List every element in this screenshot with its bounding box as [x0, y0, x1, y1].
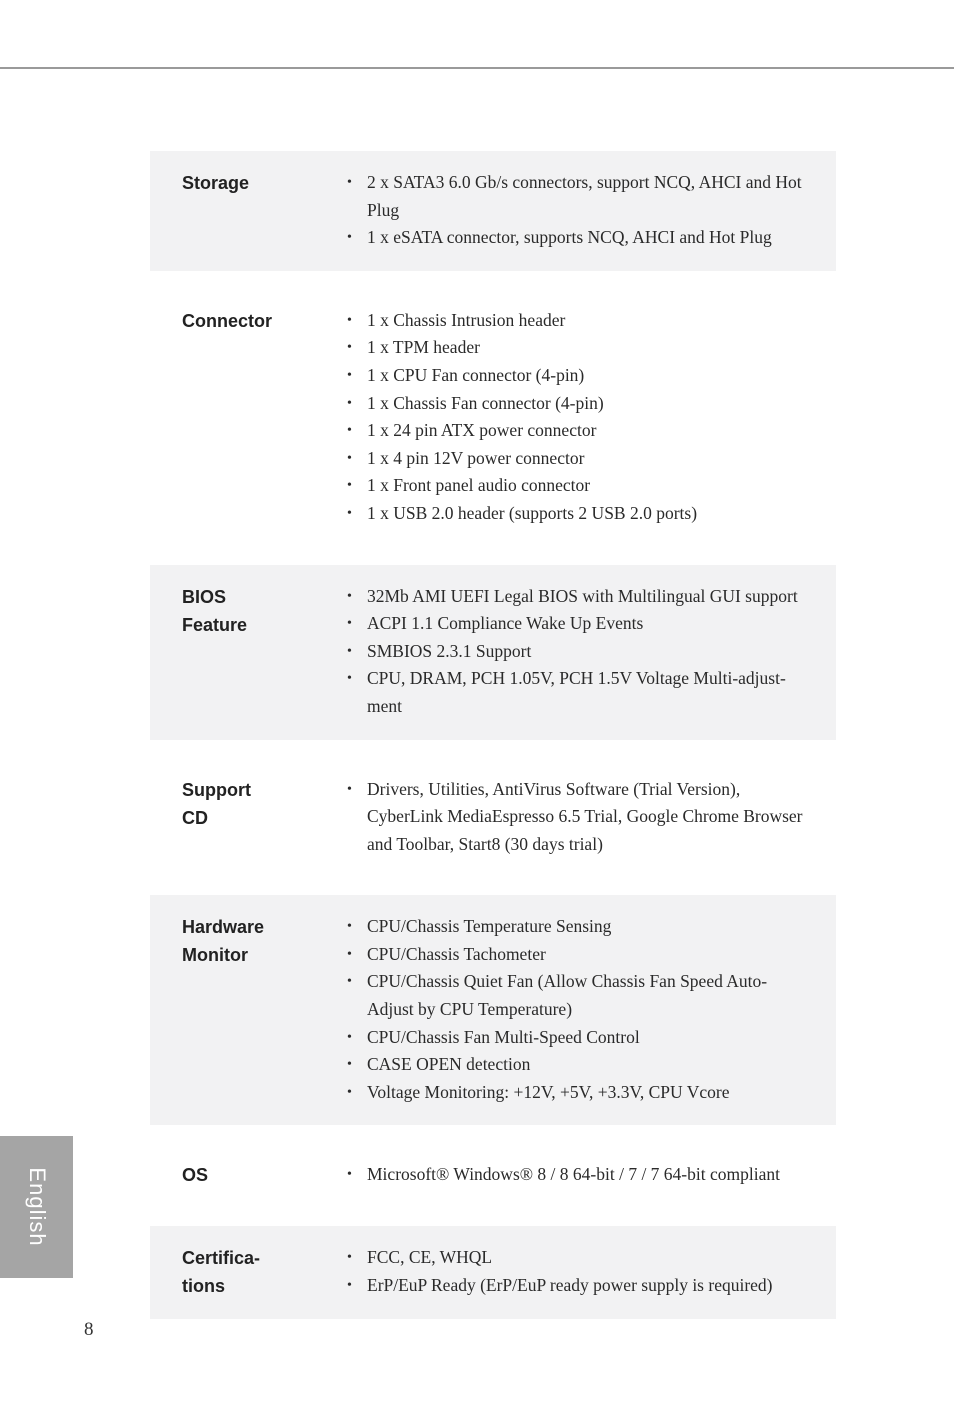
spec-label: Certifica- tions — [182, 1248, 261, 1297]
language-tab-label: English — [24, 1167, 50, 1247]
spec-item: • 1 x Chassis Intrusion header — [347, 307, 818, 335]
spec-row — [150, 1143, 836, 1208]
spec-item: • CPU/Chassis Temperature Sensing — [347, 913, 818, 941]
spec-item-list — [327, 1161, 836, 1189]
spec-row — [150, 1226, 836, 1319]
spec-item: • Microsoft® Windows® 8 / 8 64-bit / 7 / 7 64-bit compliant — [347, 1161, 818, 1189]
spec-item: • CPU/Chassis Fan Multi-Speed Control — [347, 1024, 818, 1052]
spec-label: Connector — [182, 310, 272, 331]
spec-item: • 1 x USB 2.0 header (supports 2 USB 2.0 ports) — [347, 500, 818, 528]
spec-item: • 1 x CPU Fan connector (4-pin) — [347, 362, 818, 390]
header-rule — [0, 67, 954, 69]
spec-item: • 1 x 4 pin 12V power connector — [347, 445, 818, 473]
spec-item: • 32Mb AMI UEFI Legal BIOS with Multilingual GUI support — [347, 583, 818, 611]
spec-item-list — [327, 583, 836, 721]
spec-label: Hardware Monitor — [182, 917, 265, 966]
spec-item: • 1 x TPM header — [347, 334, 818, 362]
spec-item-list — [327, 307, 836, 528]
spec-label: Support CD — [182, 779, 251, 828]
spec-item: • ACPI 1.1 Compliance Wake Up Events — [347, 610, 818, 638]
spec-item: • 1 x Front panel audio connector — [347, 472, 818, 500]
spec-item: • Voltage Monitoring: +12V, +5V, +3.3V, CPU Vcore — [347, 1079, 818, 1107]
spec-item: • SMBIOS 2.3.1 Support — [347, 638, 818, 666]
spec-row — [150, 758, 836, 878]
spec-item-list — [327, 776, 836, 859]
page-number: 8 — [84, 1319, 94, 1340]
spec-row — [150, 895, 836, 1125]
spec-item: • CPU/Chassis Quiet Fan (Allow Chassis Fan Speed Auto- Adjust by CPU Temperature) — [347, 968, 818, 1023]
spec-item-list — [327, 1244, 836, 1300]
spec-item: • 1 x eSATA connector, supports NCQ, AHCI and Hot Plug — [347, 224, 818, 252]
language-tab — [0, 1136, 73, 1278]
spec-label: Storage — [182, 173, 250, 193]
spec-item-list — [327, 169, 836, 252]
spec-label: OS — [182, 1165, 209, 1186]
spec-item: • FCC, CE, WHQL — [347, 1244, 818, 1272]
spec-item: • 2 x SATA3 6.0 Gb/s connectors, support NCQ, AHCI and Hot Plug — [347, 169, 818, 224]
spec-item: • 1 x Chassis Fan connector (4-pin) — [347, 390, 818, 418]
spec-row — [150, 565, 836, 740]
spec-label: BIOS Feature — [182, 586, 248, 635]
spec-item-list — [327, 913, 836, 1106]
spec-row — [150, 151, 836, 271]
spec-item: • CPU, DRAM, PCH 1.05V, PCH 1.5V Voltage Multi-adjust- ment — [347, 665, 818, 720]
spec-item: • 1 x 24 pin ATX power connector — [347, 417, 818, 445]
spec-item: • Drivers, Utilities, AntiVirus Software (Trial Version), CyberLink MediaEspresso 6.5 Trial, Google Chrome Browser and Toolbar, Start8 (30 days trial) — [347, 776, 818, 859]
spec-item: • ErP/EuP Ready (ErP/EuP ready power supply is required) — [347, 1272, 818, 1300]
spec-row — [150, 289, 836, 547]
spec-item: • CPU/Chassis Tachometer — [347, 941, 818, 969]
spec-item: • CASE OPEN detection — [347, 1051, 818, 1079]
specifications-table — [150, 151, 836, 1319]
